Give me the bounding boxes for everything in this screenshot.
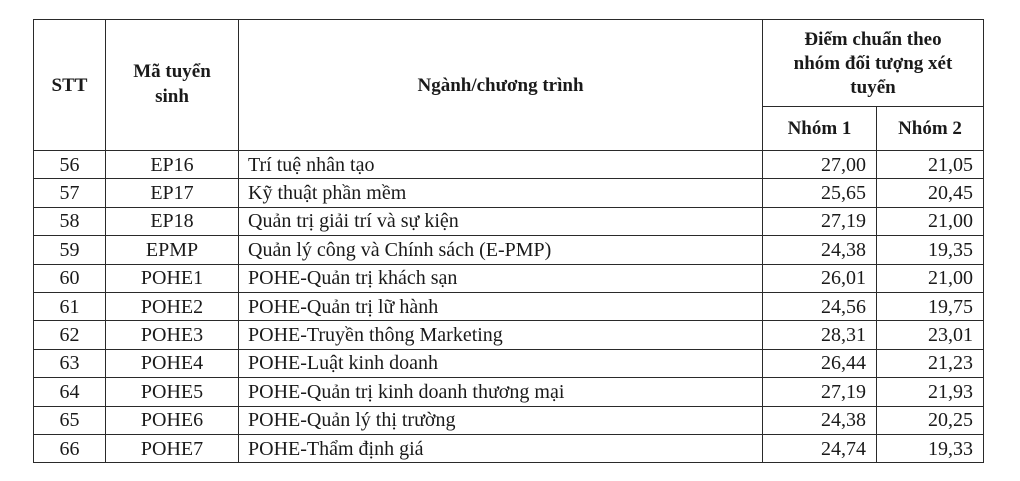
- cell-score-group-1: 24,38: [763, 406, 877, 434]
- cell-program-name: POHE-Quản lý thị trường: [239, 406, 763, 434]
- cell-score-group-1: 24,74: [763, 434, 877, 462]
- table-row: [34, 151, 984, 179]
- cell-stt: 64: [34, 378, 106, 406]
- cell-score-group-1: 27,19: [763, 207, 877, 235]
- cell-stt: 65: [34, 406, 106, 434]
- cell-score-group-1: 24,56: [763, 292, 877, 320]
- cell-stt: 59: [34, 236, 106, 264]
- header-score-group-text: Điểm chuẩn theo nhóm đối tượng xét tuyển: [793, 29, 953, 98]
- table-row: [34, 378, 984, 406]
- cell-admission-code: POHE1: [106, 264, 239, 292]
- cell-admission-code: EP17: [106, 179, 239, 207]
- header-group-2: Nhóm 2: [877, 107, 984, 151]
- cell-score-group-1: 26,44: [763, 349, 877, 377]
- table-row: [34, 179, 984, 207]
- table-row: [34, 236, 984, 264]
- cell-score-group-2: 19,33: [877, 434, 984, 462]
- cell-program-name: POHE-Luật kinh doanh: [239, 349, 763, 377]
- cell-program-name: Trí tuệ nhân tạo: [239, 151, 763, 179]
- cell-admission-code: EPMP: [106, 236, 239, 264]
- table-row: [34, 406, 984, 434]
- header-program: Ngành/chương trình: [239, 20, 763, 151]
- cell-stt: 61: [34, 292, 106, 320]
- table-row: [34, 349, 984, 377]
- cell-program-name: POHE-Quản trị lữ hành: [239, 292, 763, 320]
- header-admission-code-text: Mã tuyển sinh: [133, 61, 211, 107]
- cell-admission-code: POHE3: [106, 321, 239, 349]
- cell-admission-code: EP18: [106, 207, 239, 235]
- cell-admission-code: POHE6: [106, 406, 239, 434]
- cell-score-group-2: 21,00: [877, 207, 984, 235]
- cell-score-group-2: 21,00: [877, 264, 984, 292]
- header-stt: STT: [34, 20, 106, 151]
- cell-admission-code: POHE2: [106, 292, 239, 320]
- cell-admission-code: POHE4: [106, 349, 239, 377]
- cell-stt: 56: [34, 151, 106, 179]
- cell-score-group-1: 24,38: [763, 236, 877, 264]
- table-body: [34, 151, 984, 463]
- cell-stt: 57: [34, 179, 106, 207]
- cell-stt: 63: [34, 349, 106, 377]
- cell-score-group-2: 23,01: [877, 321, 984, 349]
- cell-program-name: POHE-Quản trị khách sạn: [239, 264, 763, 292]
- cell-stt: 60: [34, 264, 106, 292]
- admission-score-table: [33, 19, 984, 463]
- table-row: [34, 321, 984, 349]
- header-group-1: Nhóm 1: [763, 107, 877, 151]
- header-score-group: [763, 20, 984, 107]
- cell-program-name: Quản lý công và Chính sách (E-PMP): [239, 236, 763, 264]
- cell-admission-code: EP16: [106, 151, 239, 179]
- cell-program-name: POHE-Thẩm định giá: [239, 434, 763, 462]
- cell-score-group-1: 26,01: [763, 264, 877, 292]
- cell-score-group-2: 19,75: [877, 292, 984, 320]
- cell-admission-code: POHE7: [106, 434, 239, 462]
- cell-score-group-1: 28,31: [763, 321, 877, 349]
- cell-score-group-2: 21,23: [877, 349, 984, 377]
- cell-program-name: POHE-Truyền thông Marketing: [239, 321, 763, 349]
- cell-score-group-2: 21,05: [877, 151, 984, 179]
- table-row: [34, 207, 984, 235]
- cell-score-group-2: 19,35: [877, 236, 984, 264]
- cell-score-group-2: 21,93: [877, 378, 984, 406]
- header-admission-code: [106, 20, 239, 151]
- cell-program-name: Quản trị giải trí và sự kiện: [239, 207, 763, 235]
- cell-stt: 66: [34, 434, 106, 462]
- cell-score-group-1: 27,19: [763, 378, 877, 406]
- table-row: [34, 264, 984, 292]
- cell-score-group-2: 20,25: [877, 406, 984, 434]
- cell-stt: 58: [34, 207, 106, 235]
- cell-score-group-2: 20,45: [877, 179, 984, 207]
- cell-program-name: Kỹ thuật phần mềm: [239, 179, 763, 207]
- cell-stt: 62: [34, 321, 106, 349]
- cell-program-name: POHE-Quản trị kinh doanh thương mại: [239, 378, 763, 406]
- table-row: [34, 292, 984, 320]
- cell-admission-code: POHE5: [106, 378, 239, 406]
- cell-score-group-1: 27,00: [763, 151, 877, 179]
- cell-score-group-1: 25,65: [763, 179, 877, 207]
- table-row: [34, 434, 984, 462]
